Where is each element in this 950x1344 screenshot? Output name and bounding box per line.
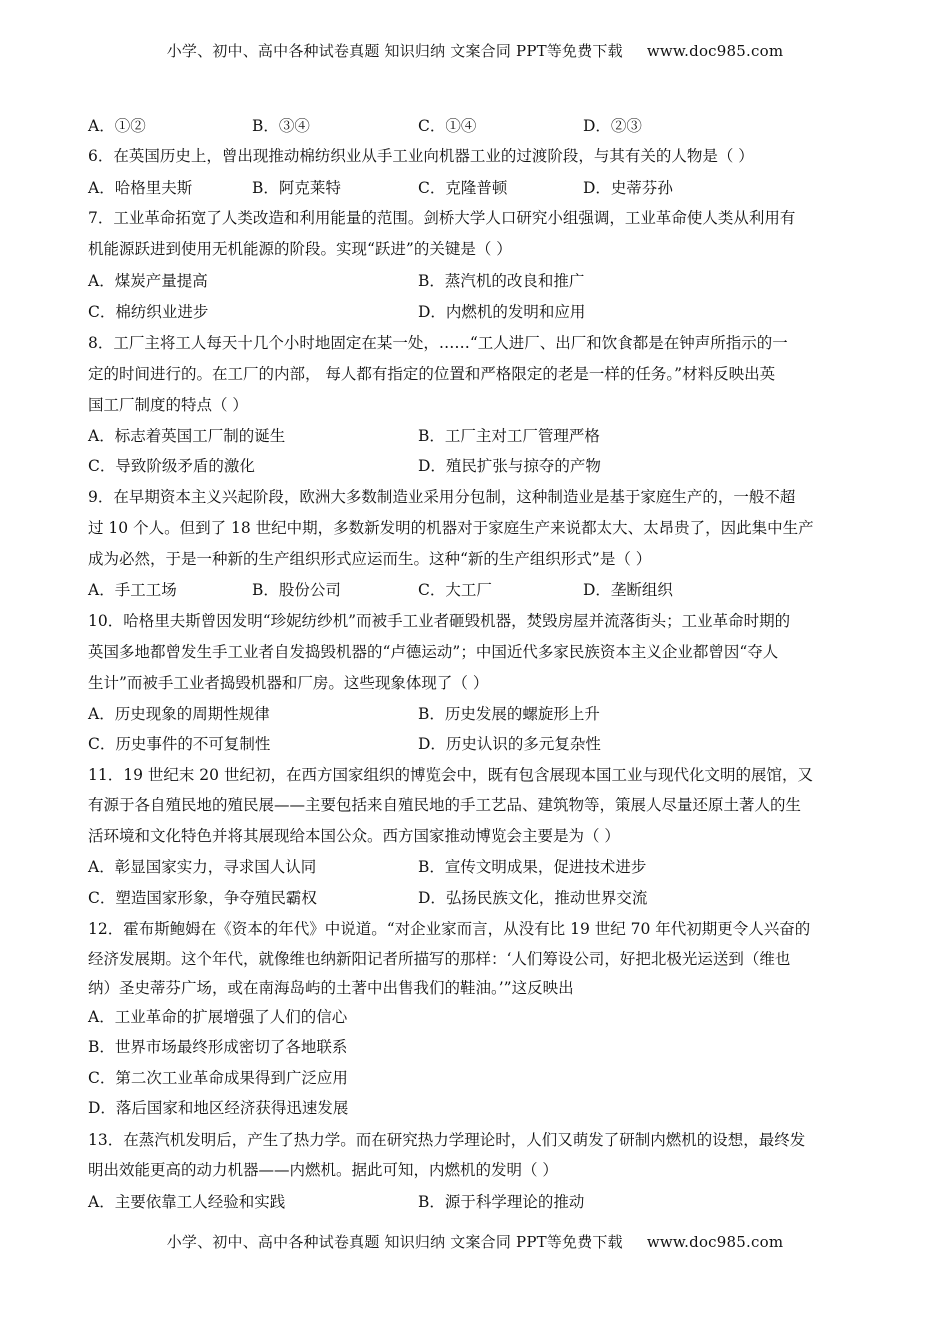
q11-stem-line-3: 活环境和文化特色并将其展现给本国公众。西方国家推动博览会主要是为（ ） (88, 827, 620, 845)
q9-option-a: A．手工工场 (88, 581, 177, 599)
q8-stem-line-2: 定的时间进行的。在工厂的内部， 每人都有指定的位置和严格限定的老是一样的任务。”材料反映出英 (88, 365, 776, 383)
q11-stem-line-1: 11．19 世纪末 20 世纪初，在西方国家组织的博览会中，既有包含展现本国工业与现代化文明的展馆，又 (88, 766, 813, 784)
page-header (0, 40, 950, 61)
q12-option-d: D．落后国家和地区经济获得迅速发展 (88, 1099, 349, 1117)
footer-url[interactable]: www.doc985.com (646, 1233, 784, 1251)
q7-stem-line-1: 7．工业革命拓宽了人类改造和利用能量的范围。剑桥大学人口研究小组强调，工业革命使人类从利用有 (88, 209, 796, 227)
q8-option-b: B．工厂主对工厂管理严格 (418, 427, 600, 445)
q10-option-a: A．历史现象的周期性规律 (88, 705, 270, 723)
q8-stem-line-1: 8．工厂主将工人每天十几个小时地固定在某一处，……“工人进厂、出厂和饮食都是在钟声所指示的一 (88, 334, 788, 352)
q11-stem-line-2: 有源于各自殖民地的殖民展——主要包括来自殖民地的手工艺品、建筑物等，策展人尽量还原土著人的生 (88, 796, 802, 814)
q7-option-d: D．内燃机的发明和应用 (418, 303, 586, 321)
page-footer (0, 1231, 950, 1252)
q6-option-d: D．史蒂芬孙 (583, 179, 673, 197)
q13-option-a: A．主要依靠工人经验和实践 (88, 1193, 286, 1211)
q13-stem-line-1: 13．在蒸汽机发明后，产生了热力学。而在研究热力学理论时，人们又萌发了研制内燃机的设想，最终发 (88, 1131, 806, 1149)
q9-stem-line-3: 成为必然，于是一种新的生产组织形式应运而生。这种“新的生产组织形式”是（ ） (88, 550, 652, 568)
header-url[interactable]: www.doc985.com (646, 42, 784, 60)
q10-option-d: D．历史认识的多元复杂性 (418, 735, 601, 753)
q6-option-b: B．阿克莱特 (252, 179, 341, 197)
q11-option-c: C．塑造国家形象，争夺殖民霸权 (88, 889, 317, 907)
q12-option-a: A．工业革命的扩展增强了人们的信心 (88, 1008, 348, 1026)
q10-stem-line-3: 生计”而被手工业者捣毁机器和厂房。这些现象体现了（ ） (88, 674, 489, 692)
q6-option-c: C．克隆普顿 (418, 179, 508, 197)
q12-option-c: C．第二次工业革命成果得到广泛应用 (88, 1069, 348, 1087)
q5-option-d: D．②③ (583, 117, 642, 135)
q8-stem-line-3: 国工厂制度的特点（ ） (88, 396, 248, 414)
footer-text: 小学、初中、高中各种试卷真题 知识归纳 文案合同 PPT等免费下载 (166, 1233, 623, 1251)
q11-option-a: A．彰显国家实力，寻求国人认同 (88, 858, 317, 876)
q9-stem-line-2: 过 10 个人。但到了 18 世纪中期，多数新发明的机器对于家庭生产来说都太大、太昂贵了，因此集中生产 (88, 519, 814, 537)
q9-option-d: D．垄断组织 (583, 581, 673, 599)
q11-option-d: D．弘扬民族文化，推动世界交流 (418, 889, 648, 907)
q10-option-c: C．历史事件的不可复制性 (88, 735, 271, 753)
q12-stem-line-2: 经济发展期。这个年代，就像维也纳新阳记者所描写的那样：‘人们筹设公司，好把北极光运送到（维也 (88, 950, 791, 968)
q7-stem-line-2: 机能源跃进到使用无机能源的阶段。实现“跃进”的关键是（ ） (88, 240, 512, 258)
q10-stem-line-1: 10．哈格里夫斯曾因发明“珍妮纺纱机”而被手工业者砸毁机器，焚毁房屋并流落街头；工业革命时期的 (88, 612, 791, 630)
q6-option-a: A．哈格里夫斯 (88, 179, 193, 197)
q7-option-b: B．蒸汽机的改良和推广 (418, 272, 585, 290)
header-text: 小学、初中、高中各种试卷真题 知识归纳 文案合同 PPT等免费下载 (166, 42, 623, 60)
q13-stem-line-2: 明出效能更高的动力机器——内燃机。据此可知，内燃机的发明（ ） (88, 1161, 558, 1179)
q7-option-a: A．煤炭产量提高 (88, 272, 208, 290)
q12-option-b: B．世界市场最终形成密切了各地联系 (88, 1038, 348, 1056)
q5-option-c: C．①④ (418, 117, 477, 135)
q8-option-c: C．导致阶级矛盾的激化 (88, 457, 255, 475)
q10-option-b: B．历史发展的螺旋形上升 (418, 705, 600, 723)
q13-option-b: B．源于科学理论的推动 (418, 1193, 585, 1211)
q10-stem-line-2: 英国多地都曾发生手工业者自发捣毁机器的“卢德运动”；中国近代多家民族资本主义企业都曾因“夺人 (88, 643, 779, 661)
q5-option-b: B．③④ (252, 117, 310, 135)
q9-option-b: B．股份公司 (252, 581, 341, 599)
q9-option-c: C．大工厂 (418, 581, 492, 599)
q5-option-a: A．①② (88, 117, 146, 135)
q12-stem-line-3: 纳）圣史蒂芬广场，或在南海岛屿的土著中出售我们的鞋油。’”这反映出 (88, 979, 574, 997)
q12-stem-line-1: 12．霍布斯鲍姆在《资本的年代》中说道。“对企业家而言，从没有比 19 世纪 70 年代初期更令人兴奋的 (88, 920, 811, 938)
q7-option-c: C．棉纺织业进步 (88, 303, 209, 321)
q9-stem-line-1: 9．在早期资本主义兴起阶段，欧洲大多数制造业采用分包制，这种制造业是基于家庭生产的，一般不超 (88, 488, 796, 506)
q8-option-d: D．殖民扩张与掠夺的产物 (418, 457, 601, 475)
q6-stem-line-1: 6．在英国历史上，曾出现推动棉纺织业从手工业向机器工业的过渡阶段，与其有关的人物是（ ） (88, 147, 754, 165)
q11-option-b: B．宣传文明成果，促进技术进步 (418, 858, 647, 876)
q8-option-a: A．标志着英国工厂制的诞生 (88, 427, 286, 445)
